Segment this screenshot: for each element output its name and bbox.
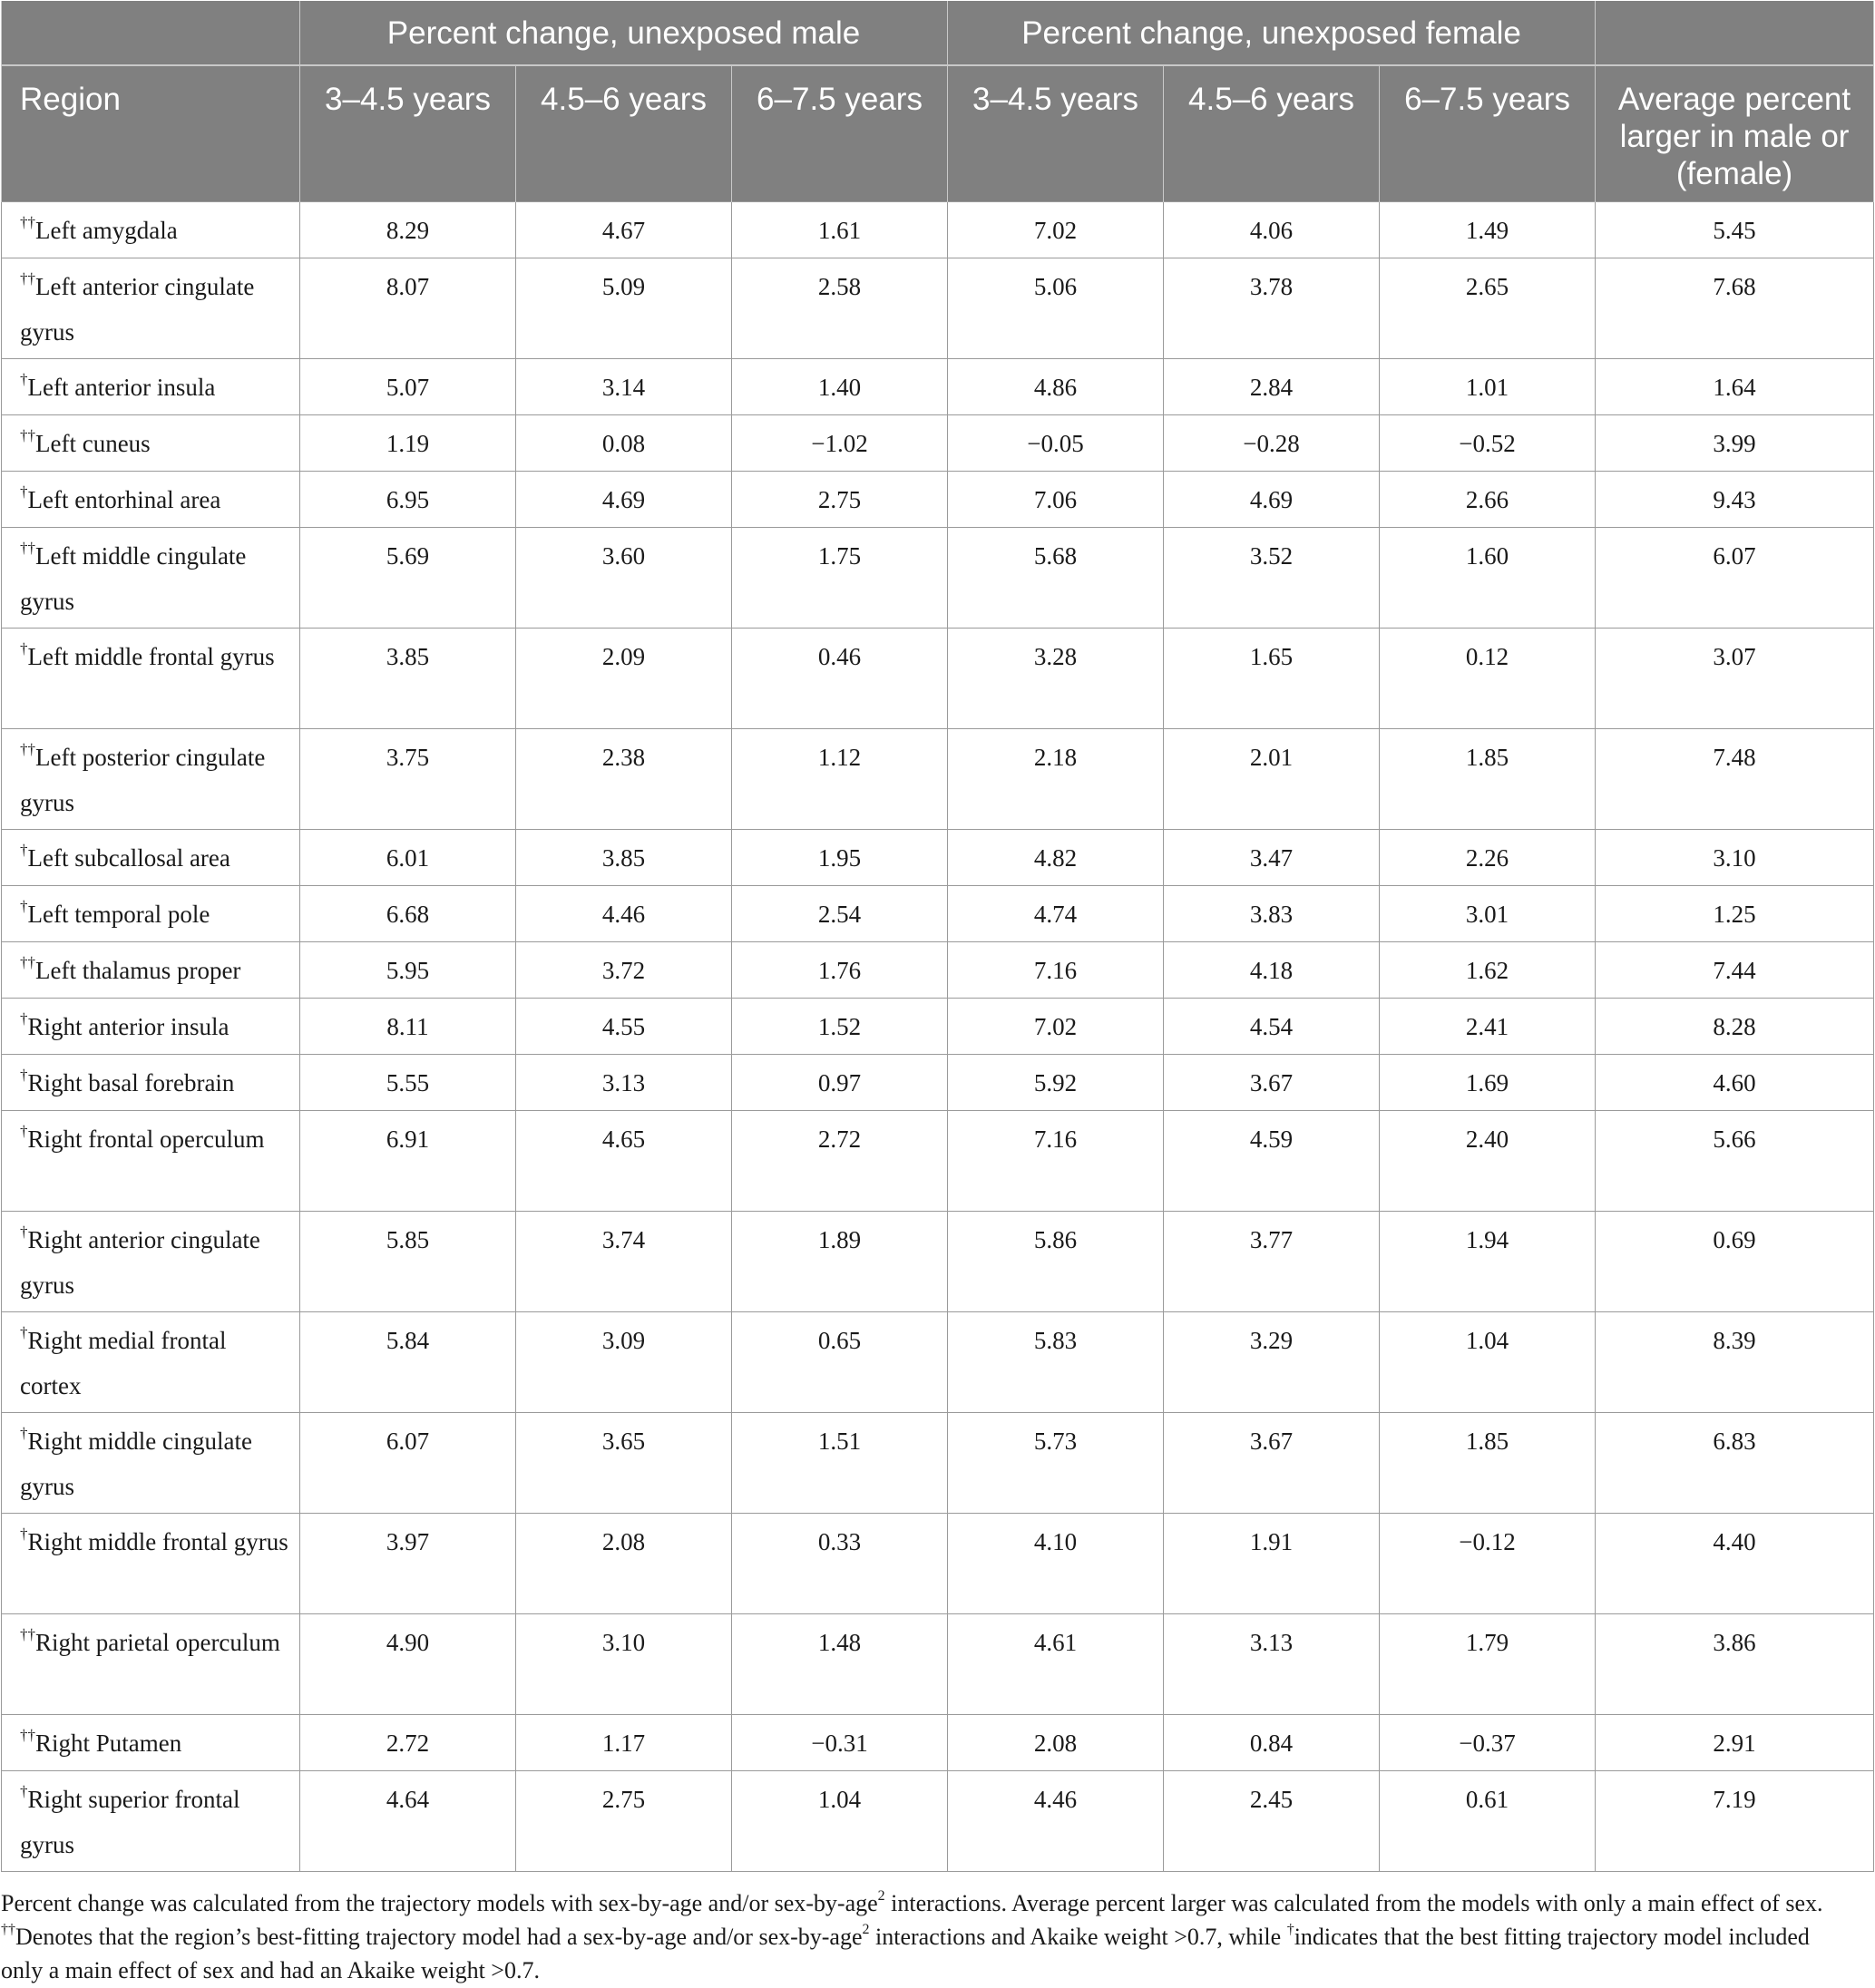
region-cell	[2, 1613, 300, 1714]
value-cell-male-4.5-6: 3.60	[516, 527, 732, 628]
value-cell-female-3-4.5: 7.16	[948, 941, 1164, 998]
model-mark: †	[20, 369, 28, 387]
value-cell-female-4.5-6: 4.18	[1164, 941, 1380, 998]
header-female-age-2: 4.5–6 years	[1164, 65, 1380, 201]
value-cell-male-4.5-6: 4.46	[516, 885, 732, 941]
header-group-male: Percent change, unexposed male	[300, 1, 948, 65]
table-row	[2, 471, 1874, 527]
region-name: Right medial frontal cortex	[20, 1326, 227, 1399]
table-row	[2, 1613, 1874, 1714]
value-cell-male-4.5-6: 4.55	[516, 998, 732, 1054]
value-cell-female-3-4.5: 4.46	[948, 1770, 1164, 1871]
footnote-superscript-2: 2	[862, 1922, 870, 1937]
table-row	[2, 1513, 1874, 1613]
table-footnote	[1, 1886, 1856, 1987]
value-cell-female-4.5-6: 4.54	[1164, 998, 1380, 1054]
region-name: Right anterior insula	[27, 1012, 229, 1040]
model-mark: ††	[20, 739, 35, 757]
value-cell-female-3-4.5: 7.02	[948, 201, 1164, 258]
model-mark: †	[20, 1222, 28, 1240]
table-row	[2, 628, 1874, 728]
region-cell	[2, 941, 300, 998]
value-cell-male-3-4.5: 6.68	[300, 885, 516, 941]
region-cell	[2, 1770, 300, 1871]
model-mark: ††	[20, 212, 35, 230]
table-row	[2, 998, 1874, 1054]
value-cell-female-4.5-6: 2.01	[1164, 728, 1380, 829]
value-cell-male-6-7.5: 1.04	[732, 1770, 948, 1871]
table-row	[2, 1770, 1874, 1871]
value-cell-male-6-7.5: 0.65	[732, 1311, 948, 1412]
value-cell-female-6-7.5: −0.12	[1380, 1513, 1596, 1613]
value-cell-female-3-4.5: 5.83	[948, 1311, 1164, 1412]
value-cell-average-larger: 1.25	[1596, 885, 1874, 941]
region-cell	[2, 1412, 300, 1513]
region-name: Right anterior cingulate gyrus	[20, 1225, 260, 1299]
value-cell-female-3-4.5: 4.10	[948, 1513, 1164, 1613]
value-cell-female-4.5-6: 1.65	[1164, 628, 1380, 728]
model-mark: †	[20, 638, 28, 657]
region-name: Right parietal operculum	[35, 1628, 280, 1656]
region-cell	[2, 1513, 300, 1613]
model-mark: †	[20, 482, 28, 500]
value-cell-female-6-7.5: 1.85	[1380, 1412, 1596, 1513]
region-cell	[2, 628, 300, 728]
region-cell	[2, 1211, 300, 1311]
value-cell-male-4.5-6: 2.08	[516, 1513, 732, 1613]
value-cell-average-larger: 4.40	[1596, 1513, 1874, 1613]
value-cell-male-3-4.5: 6.95	[300, 471, 516, 527]
value-cell-female-4.5-6: 2.45	[1164, 1770, 1380, 1871]
table-header	[2, 1, 1874, 201]
value-cell-male-3-4.5: 5.07	[300, 358, 516, 414]
value-cell-male-3-4.5: 1.19	[300, 414, 516, 471]
value-cell-average-larger: 4.60	[1596, 1054, 1874, 1110]
model-mark: ††	[20, 1624, 35, 1642]
model-mark: ††	[20, 425, 35, 443]
value-cell-average-larger: 7.48	[1596, 728, 1874, 829]
value-cell-female-4.5-6: 3.67	[1164, 1412, 1380, 1513]
region-name: Left entorhinal area	[27, 485, 221, 513]
region-name: Left anterior cingulate gyrus	[20, 272, 255, 346]
footnote-text-1: Percent change was calculated from the trajectory models with sex-by-age and/or sex-by-age	[1, 1890, 878, 1916]
value-cell-female-3-4.5: 2.08	[948, 1714, 1164, 1770]
value-cell-male-6-7.5: 1.51	[732, 1412, 948, 1513]
value-cell-average-larger: 7.44	[1596, 941, 1874, 998]
value-cell-female-6-7.5: 3.01	[1380, 885, 1596, 941]
value-cell-female-3-4.5: 4.74	[948, 885, 1164, 941]
region-name: Right basal forebrain	[27, 1068, 235, 1096]
value-cell-female-4.5-6: 3.67	[1164, 1054, 1380, 1110]
value-cell-female-6-7.5: 2.41	[1380, 998, 1596, 1054]
value-cell-male-4.5-6: 5.09	[516, 258, 732, 358]
value-cell-average-larger: 3.86	[1596, 1613, 1874, 1714]
value-cell-male-3-4.5: 6.01	[300, 829, 516, 885]
model-mark: †	[20, 1781, 28, 1799]
value-cell-female-4.5-6: 3.52	[1164, 527, 1380, 628]
value-cell-female-6-7.5: 1.62	[1380, 941, 1596, 998]
value-cell-female-4.5-6: 3.77	[1164, 1211, 1380, 1311]
value-cell-female-3-4.5: −0.05	[948, 414, 1164, 471]
value-cell-average-larger: 3.07	[1596, 628, 1874, 728]
table-row	[2, 201, 1874, 258]
value-cell-male-4.5-6: 0.08	[516, 414, 732, 471]
region-cell	[2, 414, 300, 471]
header-male-age-2: 4.5–6 years	[516, 65, 732, 201]
value-cell-female-3-4.5: 2.18	[948, 728, 1164, 829]
table-row	[2, 1412, 1874, 1513]
header-column-row	[2, 65, 1874, 201]
results-table	[1, 1, 1874, 1872]
value-cell-female-3-4.5: 3.28	[948, 628, 1164, 728]
value-cell-male-4.5-6: 3.09	[516, 1311, 732, 1412]
region-name: Left anterior insula	[27, 373, 216, 401]
value-cell-female-3-4.5: 5.92	[948, 1054, 1164, 1110]
value-cell-female-3-4.5: 7.06	[948, 471, 1164, 527]
table-row	[2, 728, 1874, 829]
value-cell-male-6-7.5: 1.61	[732, 201, 948, 258]
region-cell	[2, 1054, 300, 1110]
value-cell-male-4.5-6: 2.38	[516, 728, 732, 829]
region-cell	[2, 1714, 300, 1770]
value-cell-female-6-7.5: 2.40	[1380, 1110, 1596, 1211]
value-cell-female-3-4.5: 7.02	[948, 998, 1164, 1054]
region-cell	[2, 1311, 300, 1412]
value-cell-female-4.5-6: 3.78	[1164, 258, 1380, 358]
table-row	[2, 1311, 1874, 1412]
value-cell-male-4.5-6: 2.75	[516, 1770, 732, 1871]
model-mark: †	[20, 1121, 28, 1139]
footnote-double-dagger: ††	[1, 1922, 15, 1937]
model-mark: †	[20, 840, 28, 858]
region-name: Left amygdala	[35, 216, 178, 244]
region-cell	[2, 258, 300, 358]
model-mark: ††	[20, 952, 35, 970]
value-cell-male-4.5-6: 2.09	[516, 628, 732, 728]
region-name: Right superior frontal gyrus	[20, 1785, 240, 1858]
value-cell-female-4.5-6: −0.28	[1164, 414, 1380, 471]
value-cell-male-3-4.5: 5.85	[300, 1211, 516, 1311]
value-cell-male-3-4.5: 3.97	[300, 1513, 516, 1613]
value-cell-male-6-7.5: 2.75	[732, 471, 948, 527]
region-name: Left middle cingulate gyrus	[20, 541, 247, 615]
value-cell-male-6-7.5: 2.58	[732, 258, 948, 358]
model-mark: †	[20, 1009, 28, 1027]
header-region: Region	[2, 65, 300, 201]
value-cell-female-6-7.5: −0.37	[1380, 1714, 1596, 1770]
footnote-dagger: †	[1286, 1922, 1294, 1937]
region-cell	[2, 527, 300, 628]
table-body	[2, 201, 1874, 1871]
footnote-text-5: indicates that the best fitting trajectory model included only a main effect of sex and had an Akaike weight >0.7.	[1, 1924, 1810, 1983]
value-cell-female-6-7.5: 0.12	[1380, 628, 1596, 728]
value-cell-male-6-7.5: 0.97	[732, 1054, 948, 1110]
value-cell-female-4.5-6: 4.59	[1164, 1110, 1380, 1211]
value-cell-average-larger: 5.45	[1596, 201, 1874, 258]
value-cell-female-6-7.5: 1.49	[1380, 201, 1596, 258]
value-cell-average-larger: 1.64	[1596, 358, 1874, 414]
region-name: Right Putamen	[35, 1729, 182, 1757]
header-group-row	[2, 1, 1874, 65]
value-cell-male-6-7.5: 1.75	[732, 527, 948, 628]
value-cell-male-4.5-6: 3.74	[516, 1211, 732, 1311]
region-cell	[2, 728, 300, 829]
value-cell-male-3-4.5: 8.07	[300, 258, 516, 358]
value-cell-female-6-7.5: 1.94	[1380, 1211, 1596, 1311]
value-cell-male-3-4.5: 8.29	[300, 201, 516, 258]
value-cell-male-3-4.5: 8.11	[300, 998, 516, 1054]
table-row	[2, 527, 1874, 628]
value-cell-female-4.5-6: 2.84	[1164, 358, 1380, 414]
header-male-age-1: 3–4.5 years	[300, 65, 516, 201]
value-cell-male-4.5-6: 3.13	[516, 1054, 732, 1110]
value-cell-male-6-7.5: 0.46	[732, 628, 948, 728]
region-cell	[2, 201, 300, 258]
header-blank-cell	[1596, 1, 1874, 65]
value-cell-male-4.5-6: 3.14	[516, 358, 732, 414]
value-cell-average-larger: 6.07	[1596, 527, 1874, 628]
region-name: Left temporal pole	[27, 900, 210, 928]
value-cell-male-6-7.5: 1.76	[732, 941, 948, 998]
region-cell	[2, 358, 300, 414]
region-name: Right frontal operculum	[27, 1125, 265, 1153]
model-mark: ††	[20, 268, 35, 287]
table-row	[2, 1054, 1874, 1110]
model-mark: †	[20, 896, 28, 914]
value-cell-male-3-4.5: 6.07	[300, 1412, 516, 1513]
value-cell-male-6-7.5: 2.72	[732, 1110, 948, 1211]
header-female-age-1: 3–4.5 years	[948, 65, 1164, 201]
value-cell-male-6-7.5: 2.54	[732, 885, 948, 941]
footnote-superscript-2: 2	[877, 1888, 885, 1904]
header-male-age-3: 6–7.5 years	[732, 65, 948, 201]
table-row	[2, 1110, 1874, 1211]
value-cell-male-4.5-6: 1.17	[516, 1714, 732, 1770]
value-cell-female-3-4.5: 4.82	[948, 829, 1164, 885]
value-cell-female-3-4.5: 5.73	[948, 1412, 1164, 1513]
value-cell-female-6-7.5: 1.04	[1380, 1311, 1596, 1412]
value-cell-male-6-7.5: 1.40	[732, 358, 948, 414]
region-name: Left middle frontal gyrus	[27, 642, 275, 670]
value-cell-female-6-7.5: −0.52	[1380, 414, 1596, 471]
value-cell-female-6-7.5: 0.61	[1380, 1770, 1596, 1871]
value-cell-female-4.5-6: 0.84	[1164, 1714, 1380, 1770]
table-row	[2, 829, 1874, 885]
value-cell-female-6-7.5: 1.79	[1380, 1613, 1596, 1714]
value-cell-male-3-4.5: 5.84	[300, 1311, 516, 1412]
value-cell-male-6-7.5: 1.95	[732, 829, 948, 885]
table-row	[2, 1714, 1874, 1770]
table-row	[2, 941, 1874, 998]
value-cell-female-4.5-6: 3.13	[1164, 1613, 1380, 1714]
region-name: Left subcallosal area	[27, 843, 230, 872]
table-row	[2, 358, 1874, 414]
region-cell	[2, 471, 300, 527]
region-name: Right middle cingulate gyrus	[20, 1427, 252, 1500]
region-name: Left cuneus	[35, 429, 151, 457]
value-cell-female-3-4.5: 4.86	[948, 358, 1164, 414]
table-row	[2, 258, 1874, 358]
table-row	[2, 1211, 1874, 1311]
model-mark: †	[20, 1065, 28, 1083]
table-row	[2, 885, 1874, 941]
region-cell	[2, 998, 300, 1054]
region-cell	[2, 885, 300, 941]
value-cell-female-6-7.5: 1.01	[1380, 358, 1596, 414]
header-average: Average percent larger in male or (female)	[1596, 65, 1874, 201]
value-cell-female-6-7.5: 2.65	[1380, 258, 1596, 358]
value-cell-average-larger: 8.39	[1596, 1311, 1874, 1412]
value-cell-female-4.5-6: 3.83	[1164, 885, 1380, 941]
region-cell	[2, 829, 300, 885]
region-name: Right middle frontal gyrus	[27, 1527, 288, 1555]
value-cell-male-6-7.5: 1.48	[732, 1613, 948, 1714]
value-cell-average-larger: 6.83	[1596, 1412, 1874, 1513]
value-cell-male-4.5-6: 4.69	[516, 471, 732, 527]
value-cell-male-6-7.5: 0.33	[732, 1513, 948, 1613]
region-name: Left thalamus proper	[35, 956, 241, 984]
value-cell-female-4.5-6: 3.29	[1164, 1311, 1380, 1412]
value-cell-female-4.5-6: 4.69	[1164, 471, 1380, 527]
value-cell-male-3-4.5: 3.75	[300, 728, 516, 829]
value-cell-male-6-7.5: −1.02	[732, 414, 948, 471]
value-cell-average-larger: 2.91	[1596, 1714, 1874, 1770]
value-cell-average-larger: 0.69	[1596, 1211, 1874, 1311]
value-cell-female-6-7.5: 1.85	[1380, 728, 1596, 829]
value-cell-male-4.5-6: 3.10	[516, 1613, 732, 1714]
value-cell-female-6-7.5: 1.60	[1380, 527, 1596, 628]
value-cell-female-4.5-6: 4.06	[1164, 201, 1380, 258]
header-group-female: Percent change, unexposed female	[948, 1, 1596, 65]
value-cell-female-3-4.5: 5.86	[948, 1211, 1164, 1311]
model-mark: ††	[20, 538, 35, 556]
value-cell-average-larger: 5.66	[1596, 1110, 1874, 1211]
value-cell-average-larger: 8.28	[1596, 998, 1874, 1054]
value-cell-male-3-4.5: 3.85	[300, 628, 516, 728]
value-cell-average-larger: 7.19	[1596, 1770, 1874, 1871]
value-cell-male-3-4.5: 5.69	[300, 527, 516, 628]
header-blank-cell	[2, 1, 300, 65]
value-cell-male-3-4.5: 2.72	[300, 1714, 516, 1770]
value-cell-female-3-4.5: 5.68	[948, 527, 1164, 628]
value-cell-average-larger: 7.68	[1596, 258, 1874, 358]
value-cell-average-larger: 9.43	[1596, 471, 1874, 527]
footnote-text-4: interactions and Akaike weight >0.7, while	[869, 1924, 1287, 1950]
header-female-age-3: 6–7.5 years	[1380, 65, 1596, 201]
footnote-text-2: interactions. Average percent larger was calculated from the models with only a main effect of sex.	[884, 1890, 1823, 1916]
value-cell-male-4.5-6: 3.85	[516, 829, 732, 885]
model-mark: †	[20, 1423, 28, 1441]
value-cell-male-3-4.5: 4.64	[300, 1770, 516, 1871]
value-cell-female-6-7.5: 1.69	[1380, 1054, 1596, 1110]
value-cell-female-3-4.5: 4.61	[948, 1613, 1164, 1714]
value-cell-male-4.5-6: 3.65	[516, 1412, 732, 1513]
value-cell-male-6-7.5: −0.31	[732, 1714, 948, 1770]
value-cell-male-4.5-6: 4.67	[516, 201, 732, 258]
value-cell-female-4.5-6: 1.91	[1164, 1513, 1380, 1613]
value-cell-female-3-4.5: 5.06	[948, 258, 1164, 358]
value-cell-male-4.5-6: 3.72	[516, 941, 732, 998]
value-cell-male-4.5-6: 4.65	[516, 1110, 732, 1211]
value-cell-female-3-4.5: 7.16	[948, 1110, 1164, 1211]
value-cell-male-3-4.5: 5.95	[300, 941, 516, 998]
value-cell-female-4.5-6: 3.47	[1164, 829, 1380, 885]
value-cell-male-3-4.5: 6.91	[300, 1110, 516, 1211]
value-cell-female-6-7.5: 2.26	[1380, 829, 1596, 885]
region-name: Left posterior cingulate gyrus	[20, 743, 266, 816]
model-mark: †	[20, 1322, 28, 1340]
value-cell-male-6-7.5: 1.52	[732, 998, 948, 1054]
value-cell-male-6-7.5: 1.12	[732, 728, 948, 829]
value-cell-male-3-4.5: 5.55	[300, 1054, 516, 1110]
model-mark: †	[20, 1524, 28, 1542]
value-cell-average-larger: 3.10	[1596, 829, 1874, 885]
model-mark: ††	[20, 1725, 35, 1743]
value-cell-male-6-7.5: 1.89	[732, 1211, 948, 1311]
value-cell-female-6-7.5: 2.66	[1380, 471, 1596, 527]
region-cell	[2, 1110, 300, 1211]
footnote-text-3: Denotes that the region’s best-fitting trajectory model had a sex-by-age and/or sex-by-age	[15, 1924, 863, 1950]
table-row	[2, 414, 1874, 471]
value-cell-average-larger: 3.99	[1596, 414, 1874, 471]
value-cell-male-3-4.5: 4.90	[300, 1613, 516, 1714]
